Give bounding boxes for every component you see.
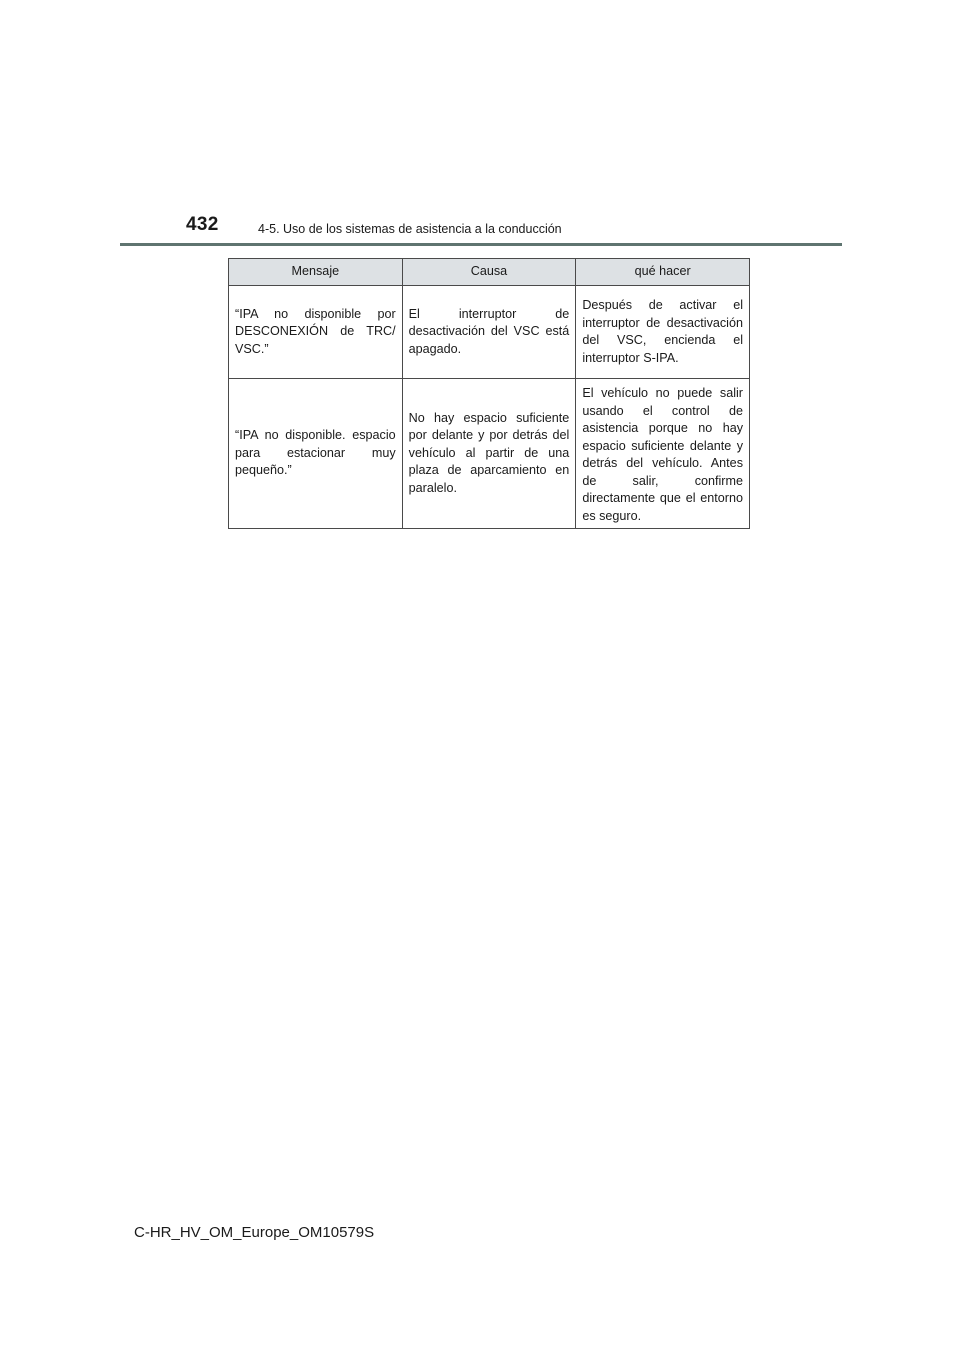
header-rule bbox=[120, 243, 842, 246]
table-row bbox=[229, 379, 750, 529]
table-cell-causa: El interruptor de desactivación del VSC está apagado. bbox=[402, 286, 576, 379]
document-code: C-HR_HV_OM_Europe_OM10579S bbox=[134, 1224, 375, 1241]
column-header-mensaje: Mensaje bbox=[229, 259, 403, 286]
column-header-que-hacer: qué hacer bbox=[576, 259, 750, 286]
table-row bbox=[229, 286, 750, 379]
table-cell-causa: No hay espacio suficiente por delante y por detrás del vehículo al partir de una plaza de aparcamiento en paralelo. bbox=[402, 379, 576, 529]
table-cell-mensaje: “IPA no disponible. espacio para estacionar muy pequeño.” bbox=[229, 379, 403, 529]
table-cell-que-hacer: Después de activar el interruptor de desactivación del VSC, encienda el interruptor S-IPA. bbox=[576, 286, 750, 379]
section-title: 4-5. Uso de los sistemas de asistencia a la conducción bbox=[258, 222, 562, 236]
column-header-causa: Causa bbox=[402, 259, 576, 286]
table-cell-que-hacer: El vehículo no puede salir usando el control de asistencia porque no hay espacio suficiente delante y detrás del vehículo. Antes de salir, confirme directamente que el entorno es seguro. bbox=[576, 379, 750, 529]
table-header-row bbox=[229, 259, 750, 286]
page-number: 432 bbox=[186, 214, 219, 235]
table-cell-mensaje: “IPA no disponible por DESCONEXIÓN de TRC/ VSC.” bbox=[229, 286, 403, 379]
message-table bbox=[228, 258, 750, 529]
